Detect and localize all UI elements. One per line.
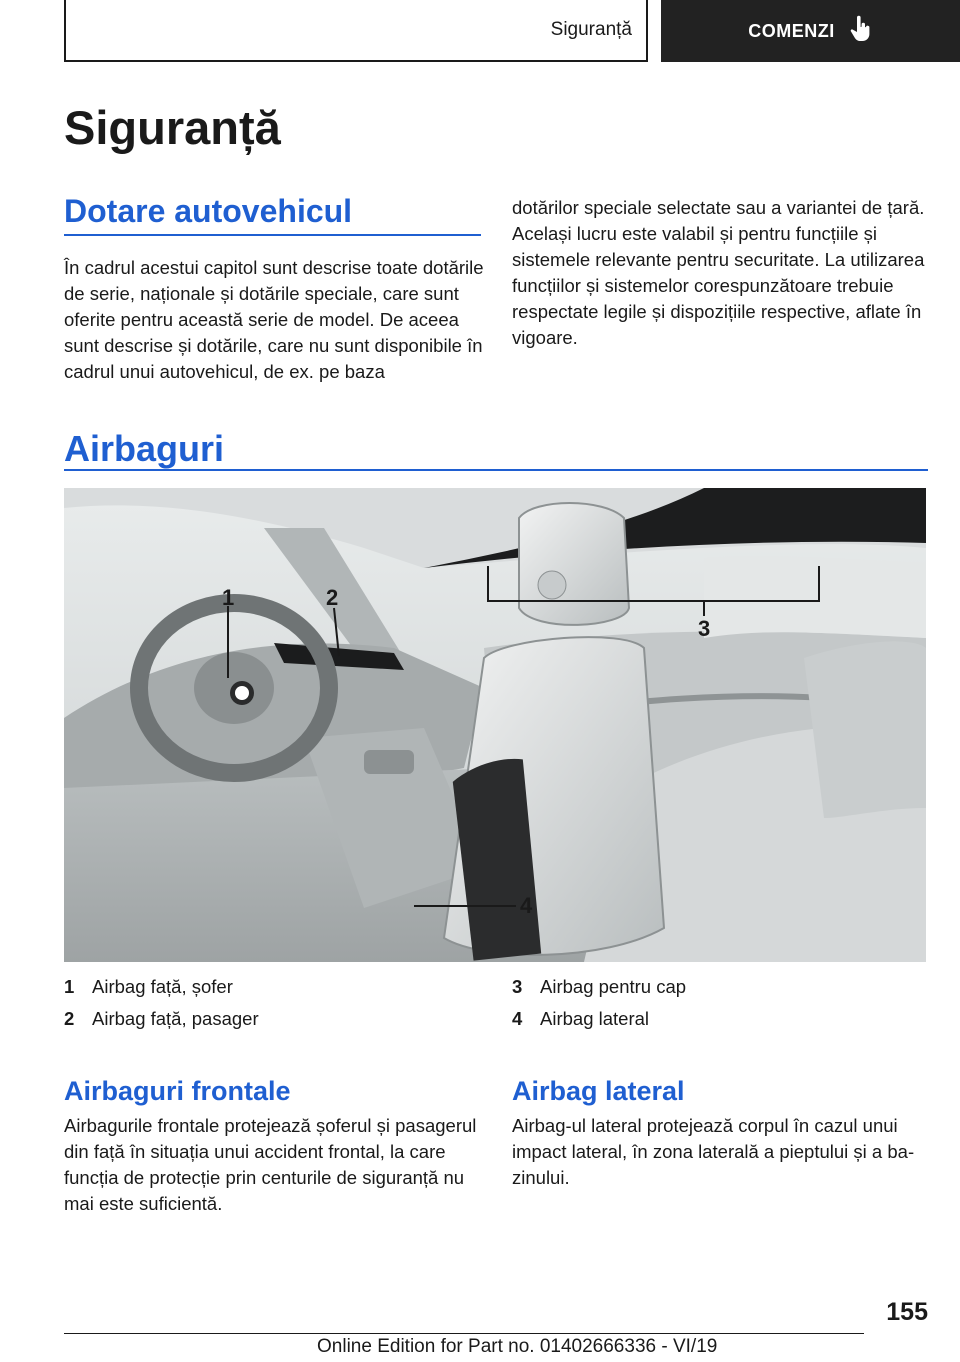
hand-pointer-icon: [849, 15, 873, 48]
footer-rule: [64, 1333, 864, 1334]
legend-item: [512, 1003, 932, 1035]
car-interior-illustration: [64, 488, 926, 962]
legend-number: 1: [64, 976, 75, 997]
equipment-text-col1: În cadrul acestui capitol sunt descrise toate dotările de serie, naționale și dotările speciale, care sunt oferite pentru această serie de model. De aceea sunt descrise și dotările, care nu sunt disponibile în cadrul unui autovehicul, de ex. pe baza: [64, 257, 484, 382]
tab-safety-label: Siguranță: [550, 19, 632, 40]
callout-3: 3: [698, 616, 711, 641]
tab-safety[interactable]: [64, 0, 648, 62]
legend-label: Airbag lateral: [540, 1008, 650, 1029]
legend-label: Airbag față, șofer: [92, 976, 233, 997]
legend-number: 2: [64, 1008, 75, 1029]
legend-item: [64, 1003, 484, 1035]
tab-commands-label: COMENZI: [748, 20, 835, 41]
airbags-heading: Airbaguri: [64, 428, 225, 469]
frontal-airbags-text: Airbagurile frontale protejează șoferul și pasagerul din față în situația unui accident frontal, la care funcția de protecție prin centurile de siguranță nu mai este suficientă.: [64, 1115, 477, 1214]
page-number: 155: [886, 1298, 928, 1326]
footer-edition: Online Edition for Part no. 01402666336 - VI/19: [317, 1336, 718, 1357]
car-interior-image: [64, 488, 926, 962]
lateral-airbag-heading: Airbag lateral: [512, 1076, 685, 1106]
equipment-heading: Dotare autovehicul: [64, 193, 353, 229]
legend-item: [512, 971, 932, 1003]
legend-item: [64, 971, 484, 1003]
legend-label: Airbag față, pasager: [92, 1008, 259, 1029]
equipment-heading-rule: [64, 234, 481, 236]
airbag-legend-left: [64, 971, 484, 1035]
airbags-heading-rule: [64, 469, 928, 471]
callout-2: 2: [326, 585, 339, 610]
airbag-legend-right: [512, 971, 932, 1035]
page-title: Siguranță: [64, 101, 281, 154]
lateral-airbag-text: Airbag-ul lateral protejează corpul în cazul unui impact lateral, în zona laterală a pieptului și a bazinului.: [512, 1115, 915, 1188]
frontal-airbags-heading: Airbaguri frontale: [64, 1076, 291, 1106]
tab-commands[interactable]: [661, 0, 960, 62]
legend-label: Airbag pentru cap: [540, 976, 687, 997]
equipment-text-col2: dotărilor speciale selectate sau a variantei de țară. Același lucru este valabil și pentru funcțiile și sistemele relevante pentru securitate. La utilizarea funcțiilor și sistemelor corespunzătoare trebuie respectate legile și dispozițiile respective, aflate în vigoare.: [512, 197, 925, 348]
legend-number: 3: [512, 976, 523, 997]
callout-1: 1: [222, 585, 235, 610]
legend-number: 4: [512, 1008, 523, 1029]
callout-4: 4: [520, 893, 533, 918]
